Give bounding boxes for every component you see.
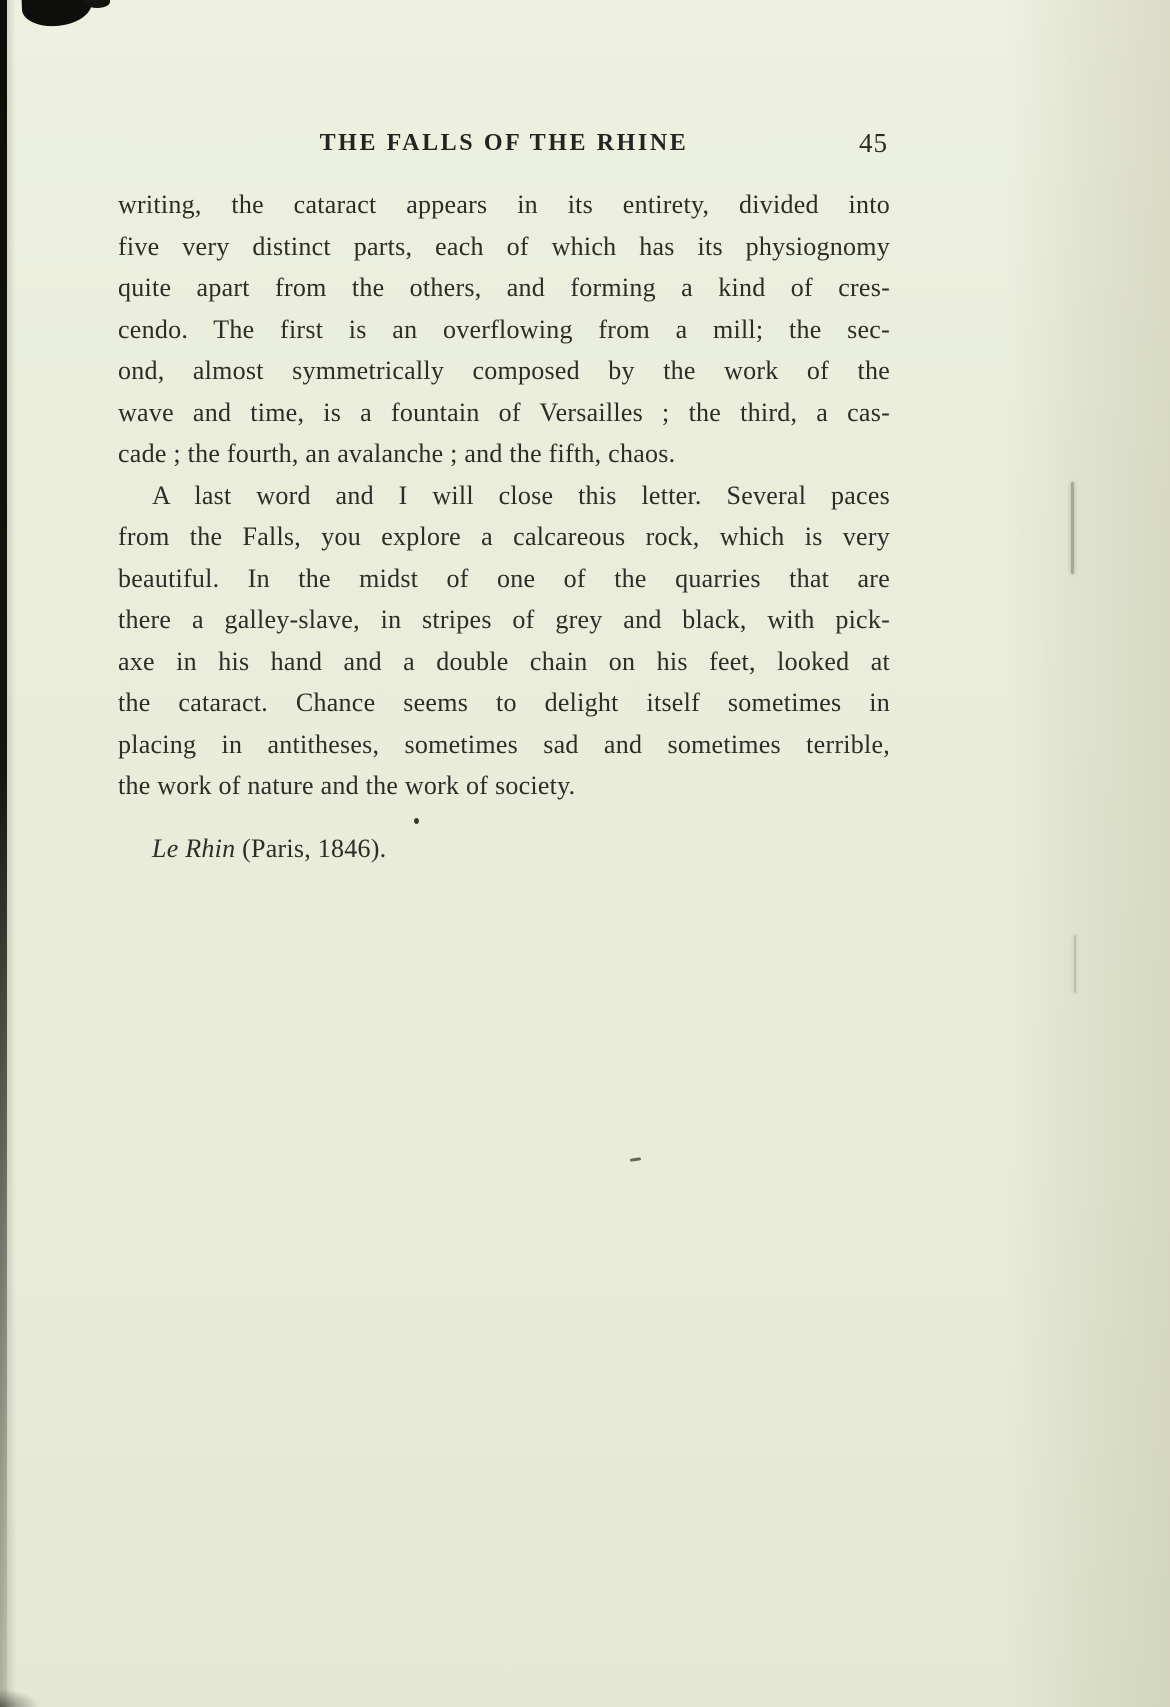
text-line: A last word and I will close this letter. Several paces [152,480,890,510]
text-line: wave and time, is a fountain of Versailles ; the third, a cas- [118,397,890,427]
citation-work-title: Le Rhin [152,833,236,863]
paragraph [118,184,890,475]
text-line: there a galley-slave, in stripes of grey and black, with pick- [118,605,890,634]
page-crease [1071,482,1074,574]
body-text [118,184,890,807]
text-line: cade ; the fourth, an avalanche ; and the fifth, chaos. [118,439,676,468]
text-line: cendo. The first is an overflowing from a mill; the sec- [118,314,890,344]
page-header [118,130,890,164]
page-number: 45 [859,128,888,158]
text-line: the work of nature and the work of society. [118,771,576,800]
page-crease [1074,935,1076,993]
scan-edge-left [0,0,7,1707]
text-line: quite apart from the others, and forming a kind of cres- [118,273,890,302]
text-line: beautiful. In the midst of one of the quarries that are [118,563,890,593]
text-line: five very distinct parts, each of which has its physiognomy [118,231,890,261]
citation [118,828,890,870]
citation-detail: (Paris, 1846). [235,833,387,863]
text-block [118,130,890,869]
text-line: axe in his hand and a double chain on his feet, looked at [118,646,890,676]
scan-corner-shadow [0,1689,40,1707]
text-line: the cataract. Chance seems to delight itself sometimes in [118,688,890,717]
text-line: placing in antitheses, sometimes sad and sometimes terrible, [118,729,890,759]
text-line: ond, almost symmetrically composed by the work of the [118,356,890,385]
scan-speck-dash [630,1157,641,1162]
running-title: THE FALLS OF THE RHINE [319,130,689,156]
text-line: from the Falls, you explore a calcareous rock, which is very [118,522,890,551]
text-line: writing, the cataract appears in its entirety, divided into [118,190,890,219]
scan-blob-top-left [21,0,92,27]
paragraph [118,475,890,807]
